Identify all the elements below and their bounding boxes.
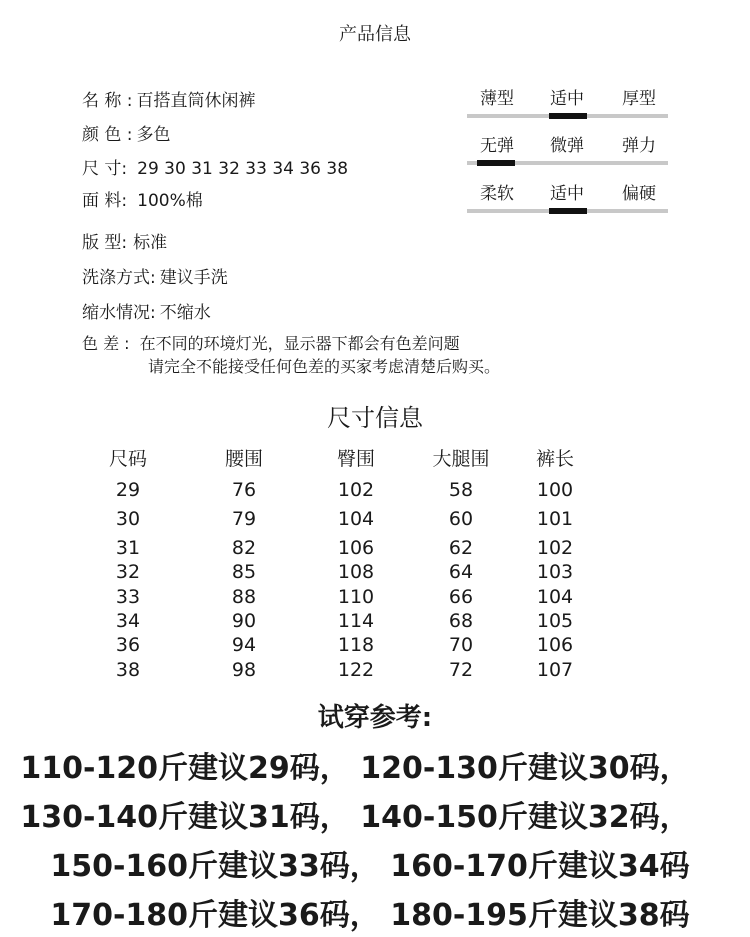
info-wash-value: 建议手洗 [159,268,228,288]
info-fit [82,228,167,253]
cell-length: 106 [536,634,574,656]
header-thigh: 大腿围 [432,448,490,470]
cell-thigh: 70 [448,634,474,656]
softness-option-medium: 适中 [550,184,584,204]
info-color-diff-line2: 请完全不能接受任何色差的买家考虑清楚后购买。 [148,357,501,376]
info-shrink-value: 不缩水 [159,303,211,323]
cell-thigh: 60 [448,508,474,530]
info-color-diff [82,331,460,354]
cell-size: 31 [115,537,141,559]
info-color [82,120,171,145]
info-color-diff-line1: 在不同的环境灯光，显示器下都会有色差问题 [139,334,460,353]
softness-selected-marker [549,208,587,214]
cell-thigh: 62 [448,537,474,559]
elasticity-option-stretch: 弹力 [622,136,656,156]
info-color-label: 颜 色 : [82,125,133,145]
cell-size: 34 [115,610,141,632]
cell-size: 33 [115,586,141,608]
try-on-line: 110-120斤建议29码， 120-130斤建议30码， [20,751,690,786]
info-size-label: 尺 寸: [82,159,128,179]
info-color-diff-label: 色 差 : [82,334,130,353]
cell-size: 36 [115,634,141,656]
page-title: 产品信息 [339,24,411,45]
thickness-option-thin: 薄型 [480,89,514,109]
cell-hip: 110 [337,586,375,608]
cell-thigh: 68 [448,610,474,632]
softness-scale [467,179,668,219]
cell-hip: 122 [337,659,375,681]
cell-thigh: 72 [448,659,474,681]
info-fabric-label: 面 料: [82,191,128,211]
info-shrink-label: 缩水情况: [82,303,156,323]
cell-hip: 118 [337,634,375,656]
info-size-value: 29 30 31 32 33 34 36 38 [137,159,349,179]
cell-hip: 114 [337,610,375,632]
info-name-label: 名 称 : [82,91,133,111]
info-size [82,154,348,179]
try-on-line: 170-180斤建议36码， 180-195斤建议38码 [50,898,690,933]
info-wash [82,263,228,288]
elasticity-scale [467,131,668,171]
thickness-scale [467,84,668,124]
size-info-title: 尺寸信息 [327,404,423,432]
thickness-selected-marker [549,113,587,119]
cell-hip: 104 [337,508,375,530]
softness-option-soft: 柔软 [480,184,514,204]
info-fabric-value: 100%棉 [137,191,203,211]
cell-hip: 106 [337,537,375,559]
cell-size: 38 [115,659,141,681]
cell-waist: 76 [231,479,257,501]
cell-thigh: 64 [448,561,474,583]
cell-length: 102 [536,537,574,559]
cell-length: 107 [536,659,574,681]
cell-waist: 88 [231,586,257,608]
thickness-option-medium: 适中 [550,89,584,109]
softness-option-hard: 偏硬 [622,184,656,204]
cell-thigh: 66 [448,586,474,608]
thickness-option-thick: 厚型 [622,89,656,109]
try-on-line: 150-160斤建议33码， 160-170斤建议34码 [50,849,690,884]
elasticity-option-slight: 微弹 [550,136,584,156]
elasticity-option-none: 无弹 [480,136,514,156]
info-color-value: 多色 [136,125,171,145]
cell-size: 30 [115,508,141,530]
cell-length: 101 [536,508,574,530]
info-fit-value: 标准 [133,233,168,253]
cell-length: 103 [536,561,574,583]
info-name-value: 百搭直筒休闲裤 [136,91,256,111]
header-hip: 臀围 [336,448,375,470]
elasticity-selected-marker [477,160,515,166]
cell-length: 100 [536,479,574,501]
try-on-title: 试穿参考: [317,703,433,733]
cell-waist: 82 [231,537,257,559]
info-wash-label: 洗涤方式: [82,268,156,288]
cell-thigh: 58 [448,479,474,501]
cell-waist: 94 [231,634,257,656]
cell-size: 29 [115,479,141,501]
cell-length: 105 [536,610,574,632]
info-shrink [82,298,211,323]
info-name [82,86,256,111]
cell-hip: 108 [337,561,375,583]
cell-length: 104 [536,586,574,608]
header-size: 尺码 [108,448,147,470]
cell-size: 32 [115,561,141,583]
header-length: 裤长 [535,448,574,470]
cell-waist: 85 [231,561,257,583]
header-waist: 腰围 [224,448,263,470]
cell-hip: 102 [337,479,375,501]
cell-waist: 79 [231,508,257,530]
cell-waist: 98 [231,659,257,681]
cell-waist: 90 [231,610,257,632]
info-fit-label: 版 型: [82,233,128,253]
info-fabric [82,186,203,211]
try-on-line: 130-140斤建议31码， 140-150斤建议32码， [20,800,690,835]
